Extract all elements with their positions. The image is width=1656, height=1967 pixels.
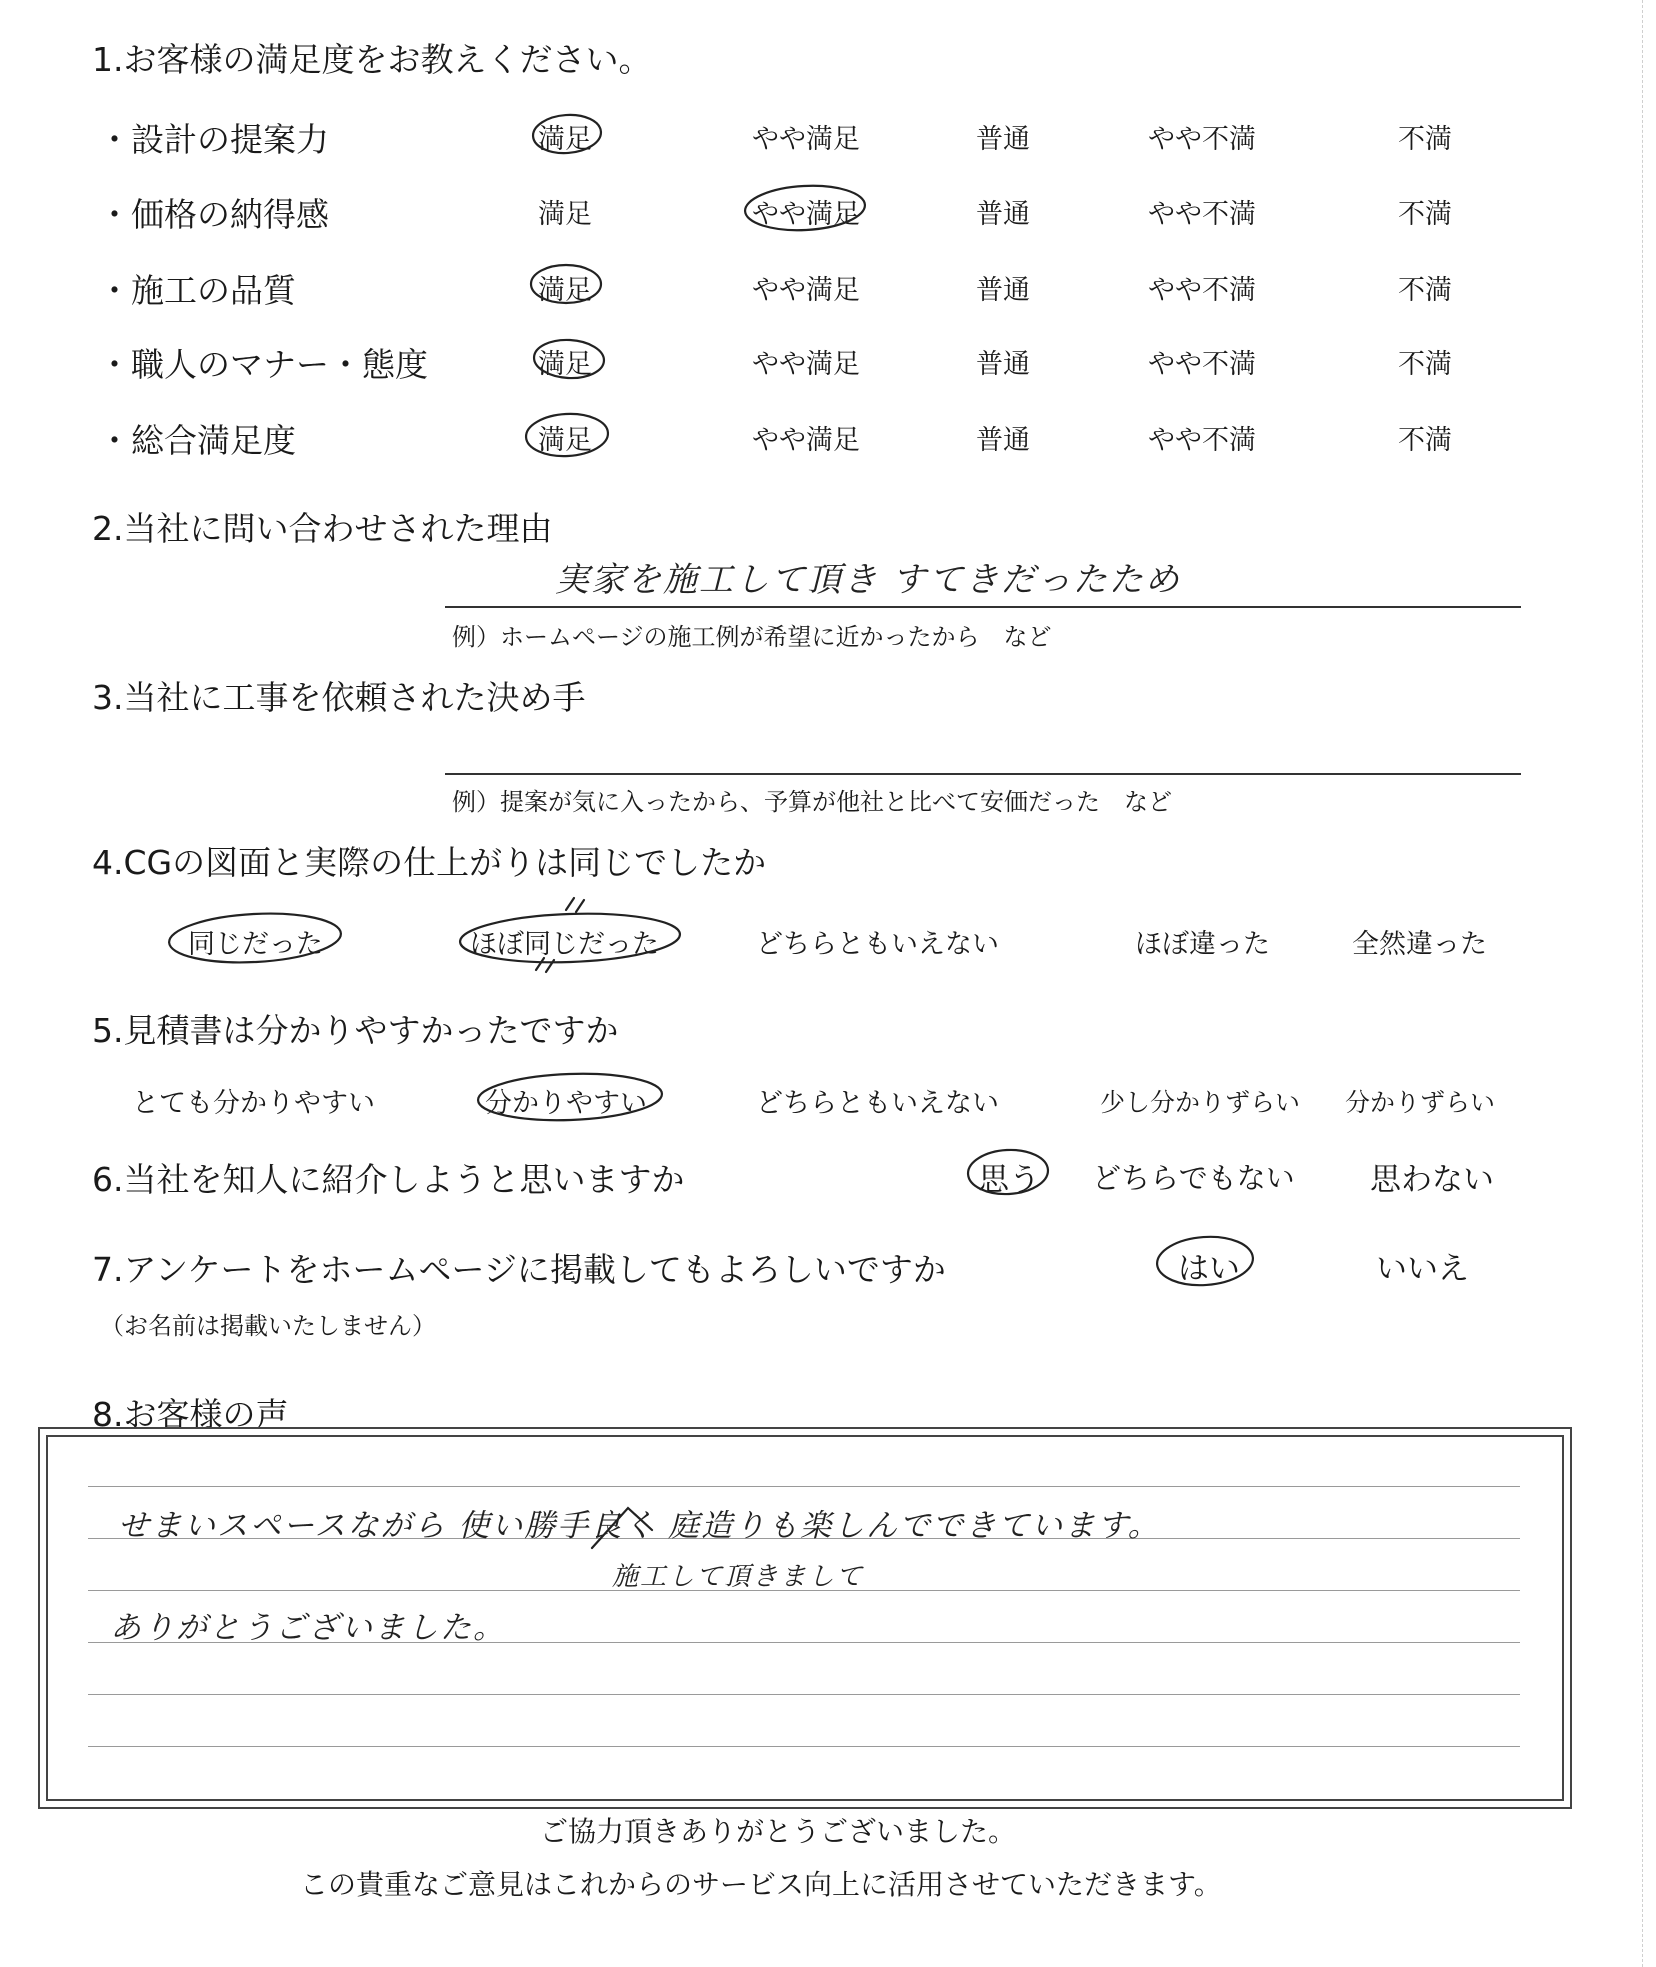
- q3-answer-line[interactable]: [445, 773, 1521, 775]
- q5-option-somewhat-unclear[interactable]: 少し分かりずらい: [1100, 1088, 1301, 1117]
- q1-option-neutral[interactable]: 普通: [976, 275, 1030, 306]
- q1-option-dissatisfied[interactable]: 不満: [1398, 275, 1452, 306]
- footer-thanks: ご協力頂きありがとうございました。: [540, 1815, 1017, 1848]
- q1-option-satisfied[interactable]: 満足: [538, 425, 592, 456]
- comment-rule-line: [88, 1746, 1520, 1747]
- q1-option-satisfied[interactable]: 満足: [538, 275, 592, 306]
- q1-option-dissatisfied[interactable]: 不満: [1398, 425, 1452, 456]
- q1-row-label: ・総合満足度: [98, 421, 296, 460]
- q1-option-somewhat-satisfied[interactable]: やや満足: [752, 349, 860, 380]
- q1-option-neutral[interactable]: 普通: [976, 124, 1030, 155]
- q1-option-dissatisfied[interactable]: 不満: [1398, 349, 1452, 380]
- question-8-title: 8.お客様の声: [92, 1395, 289, 1434]
- q1-option-satisfied[interactable]: 満足: [538, 199, 592, 230]
- q2-answer-handwriting: 実家を施工して頂き すてきだったため: [555, 560, 1181, 600]
- q4-option-almost-same[interactable]: ほぼ同じだった: [470, 929, 659, 960]
- q1-row-label: ・施工の品質: [98, 271, 296, 310]
- q1-option-satisfied[interactable]: 満足: [538, 349, 592, 380]
- q1-option-somewhat-satisfied[interactable]: やや満足: [752, 199, 860, 230]
- q7-note: （お名前は掲載いたしません）: [100, 1312, 436, 1340]
- question-1-title: 1.お客様の満足度をお教えください。: [92, 40, 652, 79]
- question-3-title: 3.当社に工事を依頼された決め手: [92, 678, 586, 717]
- q1-option-neutral[interactable]: 普通: [976, 349, 1030, 380]
- q8-comment-insert: 施工して頂きまして: [612, 1562, 865, 1592]
- question-2-title: 2.当社に問い合わせされた理由: [92, 509, 553, 548]
- q1-option-somewhat-satisfied[interactable]: やや満足: [752, 425, 860, 456]
- q1-row-label: ・設計の提案力: [98, 120, 329, 159]
- q5-option-unclear[interactable]: 分かりずらい: [1345, 1088, 1496, 1117]
- q5-option-clear[interactable]: 分かりやすい: [485, 1088, 647, 1119]
- q5-option-very-clear[interactable]: とても分かりやすい: [132, 1088, 375, 1119]
- q6-option-neither[interactable]: どちらでもない: [1092, 1161, 1295, 1195]
- q8-comment-line1: せまいスペースながら 使い勝手良く 庭造りも楽しんでできています。: [118, 1508, 1161, 1544]
- comment-rule-line: [88, 1486, 1520, 1487]
- q1-row-label: ・職人のマナー・態度: [98, 345, 428, 384]
- q4-option-neither[interactable]: どちらともいえない: [756, 929, 999, 960]
- q2-example: 例）ホームページの施工例が希望に近かったから など: [452, 623, 1052, 651]
- question-4-title: 4.CGの図面と実際の仕上がりは同じでしたか: [92, 843, 767, 882]
- question-6-title: 6.当社を知人に紹介しようと思いますか: [92, 1160, 685, 1199]
- q3-example: 例）提案が気に入ったから、予算が他社と比べて安価だった など: [452, 788, 1172, 816]
- q5-option-neither[interactable]: どちらともいえない: [756, 1088, 999, 1119]
- q4-option-completely-different[interactable]: 全然違った: [1352, 929, 1487, 960]
- q1-option-somewhat-dissatisfied[interactable]: やや不満: [1148, 124, 1256, 155]
- comment-rule-line: [88, 1694, 1520, 1695]
- q7-option-no[interactable]: いいえ: [1376, 1251, 1469, 1287]
- q1-option-satisfied[interactable]: 満足: [538, 124, 592, 155]
- q1-option-somewhat-satisfied[interactable]: やや満足: [752, 124, 860, 155]
- q7-option-yes[interactable]: はい: [1178, 1251, 1240, 1287]
- q1-row-label: ・価格の納得感: [98, 195, 329, 234]
- question-7-title: 7.アンケートをホームページに掲載してもよろしいですか: [92, 1250, 946, 1289]
- q1-option-somewhat-satisfied[interactable]: やや満足: [752, 275, 860, 306]
- q6-option-no[interactable]: 思わない: [1370, 1162, 1494, 1198]
- q4-option-same[interactable]: 同じだった: [188, 929, 323, 960]
- q1-option-somewhat-dissatisfied[interactable]: やや不満: [1148, 349, 1256, 380]
- q1-option-somewhat-dissatisfied[interactable]: やや不満: [1148, 425, 1256, 456]
- q6-option-yes[interactable]: 思う: [978, 1162, 1040, 1198]
- page-edge-scan-line: [1642, 0, 1643, 1967]
- q1-option-somewhat-dissatisfied[interactable]: やや不満: [1148, 275, 1256, 306]
- q1-option-dissatisfied[interactable]: 不満: [1398, 124, 1452, 155]
- q1-option-somewhat-dissatisfied[interactable]: やや不満: [1148, 199, 1256, 230]
- question-5-title: 5.見積書は分かりやすかったですか: [92, 1011, 619, 1050]
- footer-note: この貴重なご意見はこれからのサービス向上に活用させていただきます。: [300, 1868, 1222, 1901]
- q1-option-dissatisfied[interactable]: 不満: [1398, 199, 1452, 230]
- q2-answer-line[interactable]: [445, 606, 1521, 608]
- q1-option-neutral[interactable]: 普通: [976, 425, 1030, 456]
- q8-comment-line2: ありがとうございました。: [110, 1610, 506, 1646]
- q4-option-mostly-different[interactable]: ほぼ違った: [1135, 929, 1270, 960]
- q1-option-neutral[interactable]: 普通: [976, 199, 1030, 230]
